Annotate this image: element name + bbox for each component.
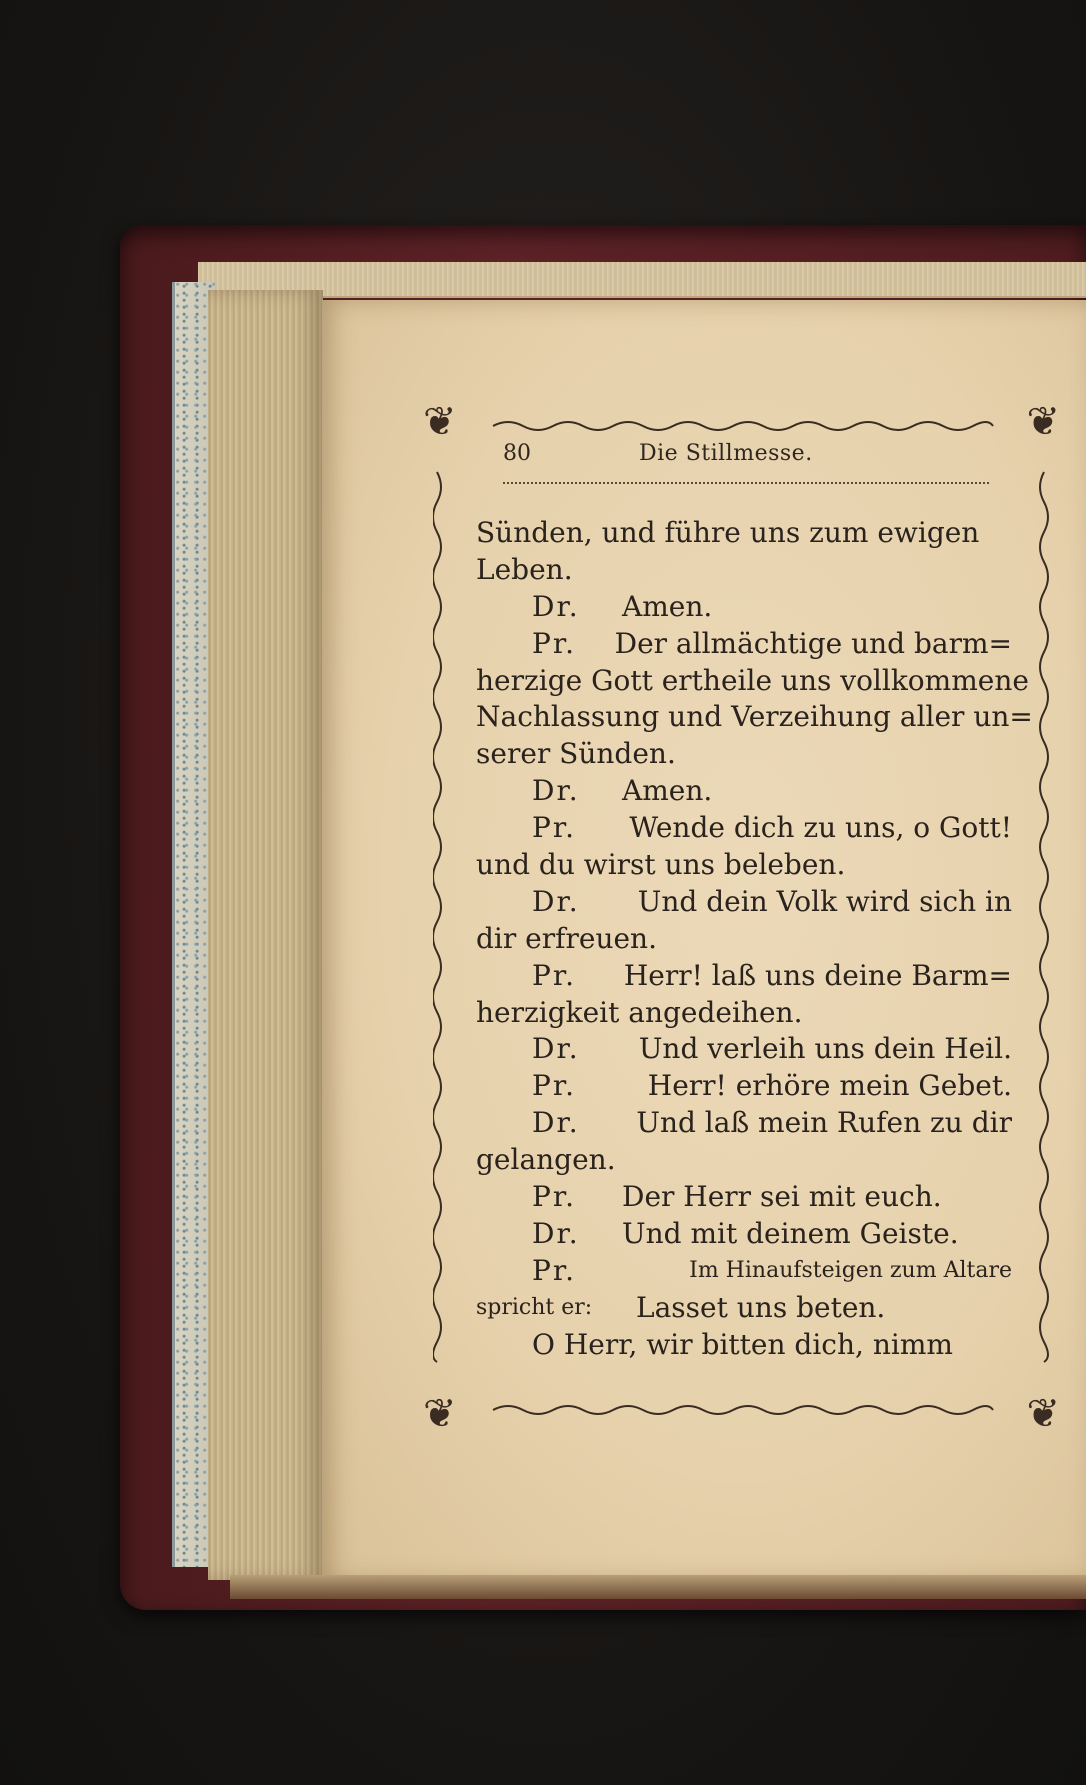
page-top-edge	[198, 262, 1086, 298]
speaker-label: Pr.	[532, 811, 577, 845]
text-line: O Herr, wir bitten dich, nimm	[532, 1327, 953, 1361]
speaker-label: Pr.	[532, 958, 577, 992]
speaker-label: Pr.	[532, 1253, 577, 1287]
text-line: Dr. Und laß mein Rufen zu dir	[476, 1105, 1012, 1142]
floral-vine-ornament-icon: ❦	[423, 1391, 457, 1437]
text-line: Dr. Und mit deinem Geiste.	[476, 1216, 1012, 1253]
speaker-label: Dr.	[532, 884, 580, 918]
text-line: gelangen.	[476, 1143, 616, 1177]
text-line: dir erfreuen.	[476, 921, 657, 955]
header-divider	[503, 482, 989, 484]
text-line: Dr. Amen.	[476, 589, 1012, 626]
page-bottom-edge	[230, 1575, 1086, 1599]
speaker-label: Dr.	[532, 1106, 580, 1140]
speaker-label: Pr.	[532, 1069, 577, 1103]
text-line: Nachlassung und Verzeihung aller un=	[476, 700, 1033, 734]
page-number: 80	[503, 441, 531, 466]
speaker-label: Dr.	[532, 1216, 580, 1250]
text-line: Pr. Im Hinaufsteigen zum Altare	[476, 1253, 1012, 1290]
floral-vine-ornament-icon: ❦	[1026, 1391, 1060, 1437]
speaker-label: Pr.	[532, 626, 577, 660]
page-body-text	[476, 515, 1033, 1363]
running-title: Die Stillmesse.	[639, 441, 813, 466]
text-line: Dr. Und dein Volk wird sich in	[476, 884, 1012, 921]
floral-vine-ornament-icon: ❦	[1026, 399, 1060, 445]
text-line: Pr. Der allmächtige und barm=	[476, 626, 1012, 663]
text-line: Sünden, und führe uns zum ewigen	[476, 516, 980, 549]
speaker-label: Pr.	[532, 1180, 577, 1214]
page-stack	[208, 290, 323, 1580]
text-line: Pr. Herr! laß uns deine Barm=	[476, 958, 1012, 995]
text-line: Pr. Der Herr sei mit euch.	[476, 1179, 1012, 1216]
text-line: herzigkeit angedeihen.	[476, 995, 803, 1029]
page-header	[503, 435, 993, 475]
text-line: und du wirst uns beleben.	[476, 848, 846, 882]
speaker-label: Dr.	[532, 1032, 580, 1066]
text-line: serer Sünden.	[476, 737, 676, 771]
text-line: spricht er: Lasset uns beten.	[476, 1290, 886, 1324]
text-line: Pr. Wende dich zu uns, o Gott!	[476, 810, 1012, 847]
speaker-label: Dr.	[532, 774, 580, 808]
text-line: Pr. Herr! erhöre mein Gebet.	[476, 1068, 1012, 1105]
text-line: Dr. Und verleih uns dein Heil.	[476, 1031, 1012, 1068]
text-line: Leben.	[476, 552, 573, 586]
speaker-label: Dr.	[532, 589, 580, 623]
text-line: Dr. Amen.	[476, 773, 1012, 810]
text-line: herzige Gott ertheile uns vollkommene	[476, 663, 1029, 697]
floral-vine-ornament-icon: ❦	[423, 399, 457, 445]
